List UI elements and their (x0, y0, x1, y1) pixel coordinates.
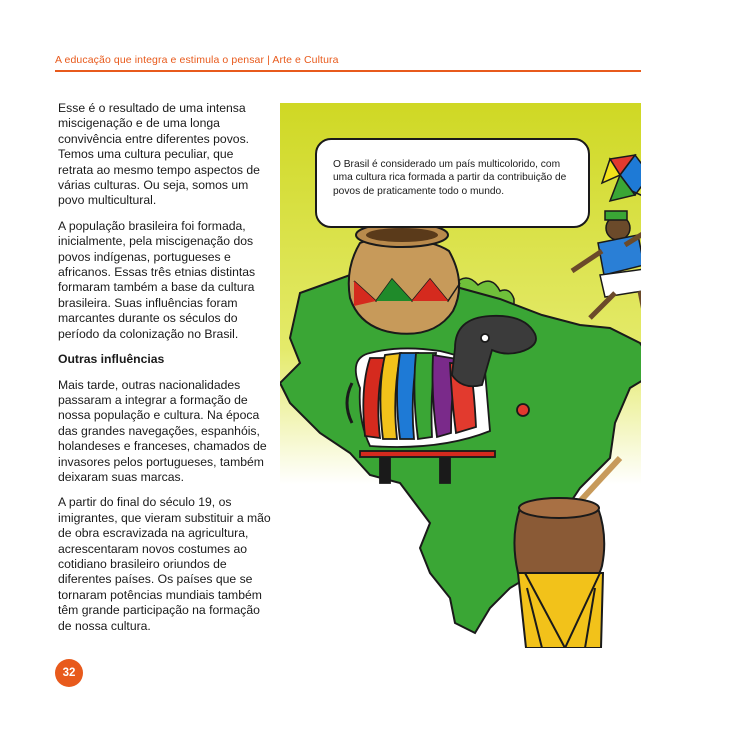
page-number-badge: 32 (55, 659, 83, 687)
paragraph-1: Esse é o resultado de uma intensa miscigenação e de uma longa convivência entre diferentes povos. Temos uma cultura peculiar, que retrata ao mesmo tempo aspectos de várias culturas. Ou seja, somos um povo multicultural. (58, 101, 260, 208)
running-header: A educação que integra e estimula o pensar | Arte e Cultura (55, 54, 339, 66)
paragraph-4: A partir do final do século 19, os imigrantes, que vieram substituir a mão de obra escravizada na agricultura, acrescentaram novos costumes ao cotidiano brasileiro oriundos de diferentes países. Os países que se tornaram potências mundiais também têm grande participação na formação de nossa cultura. (58, 495, 271, 633)
body-text-column (58, 101, 272, 644)
section-heading: Outras influências (58, 352, 165, 367)
speech-bubble: O Brasil é considerado um país multicolorido, com uma cultura rica formada a partir da contribuição de povos de praticamente todo o mundo. (315, 138, 590, 228)
paragraph-2: A população brasileira foi formada, inicialmente, pela miscigenação dos povos indígenas, portugueses e africanos. Essas três etnias distintas formaram também a base da cultura brasileira. Suas influências foram marcantes durante os séculos do período da colonização no Brasil. (58, 218, 256, 341)
header-divider (55, 70, 641, 72)
paragraph-3: Mais tarde, outras nacionalidades passaram a integrar a formação de nossa população e cultura. Na época das grandes navegações, espanhóis, holandeses e franceses, chamados de invasores pelos portugueses, também deixaram suas marcas. (58, 377, 267, 484)
clay-pot-icon (349, 223, 460, 334)
